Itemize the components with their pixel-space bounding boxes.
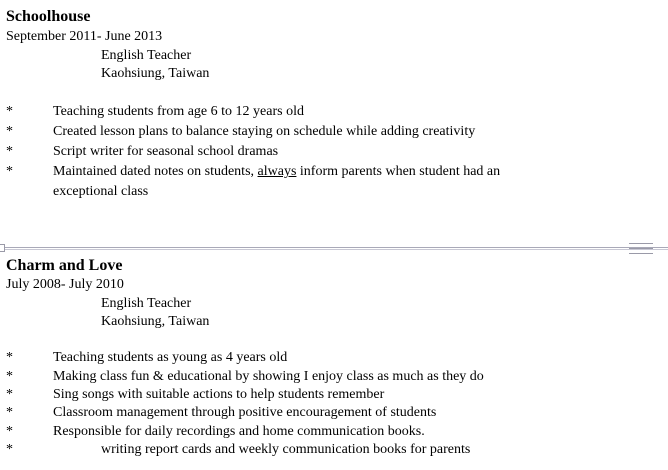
employment-dates: September 2011- June 2013 (6, 29, 163, 44)
job-location: Kaohsiung, Taiwan (101, 314, 210, 329)
bullet-text: Teaching students as young as 4 years old (53, 350, 288, 365)
bullet-text: Created lesson plans to balance staying on schedule while adding creativity (53, 124, 476, 139)
bullet-text-end: inform parents when student had an (296, 164, 501, 179)
bullet-marker: * (6, 124, 13, 139)
bullet-text: exceptional class (53, 184, 149, 199)
job-title: English Teacher (101, 296, 192, 311)
company-name: Schoolhouse (6, 8, 91, 25)
company-name: Charm and Love (6, 257, 123, 274)
bullet-text (53, 162, 653, 182)
bullet-marker: * (6, 369, 13, 384)
bullet-marker: * (6, 164, 13, 179)
bullet-marker: * (6, 104, 13, 119)
bullet-text: writing report cards and weekly communication books for parents (101, 442, 471, 457)
bullet-marker: * (6, 405, 13, 420)
bullet-text: Classroom management through positive encouragement of students (53, 405, 437, 420)
bullet-text: Teaching students from age 6 to 12 years old (53, 104, 304, 119)
page-break-left-handle (0, 244, 5, 252)
job-location: Kaohsiung, Taiwan (101, 66, 210, 81)
bullet-marker: * (6, 144, 13, 159)
page-break-right-handle (629, 243, 653, 254)
page-break-line (0, 247, 668, 250)
bullet-text: Making class fun & educational by showing I enjoy class as much as they do (53, 369, 484, 384)
employment-dates: July 2008- July 2010 (6, 277, 124, 292)
bullet-text: Sing songs with suitable actions to help students remember (53, 387, 385, 402)
bullet-text: Responsible for daily recordings and home communication books. (53, 424, 425, 439)
job-title: English Teacher (101, 48, 192, 63)
bullet-marker: * (6, 424, 13, 439)
bullet-marker: * (6, 442, 13, 457)
underlined-word: always (257, 164, 297, 179)
bullet-marker: * (6, 387, 13, 402)
bullet-marker: * (6, 350, 13, 365)
bullet-text-start: Maintained dated notes on students, (53, 164, 258, 179)
bullet-text: Script writer for seasonal school dramas (53, 144, 279, 159)
